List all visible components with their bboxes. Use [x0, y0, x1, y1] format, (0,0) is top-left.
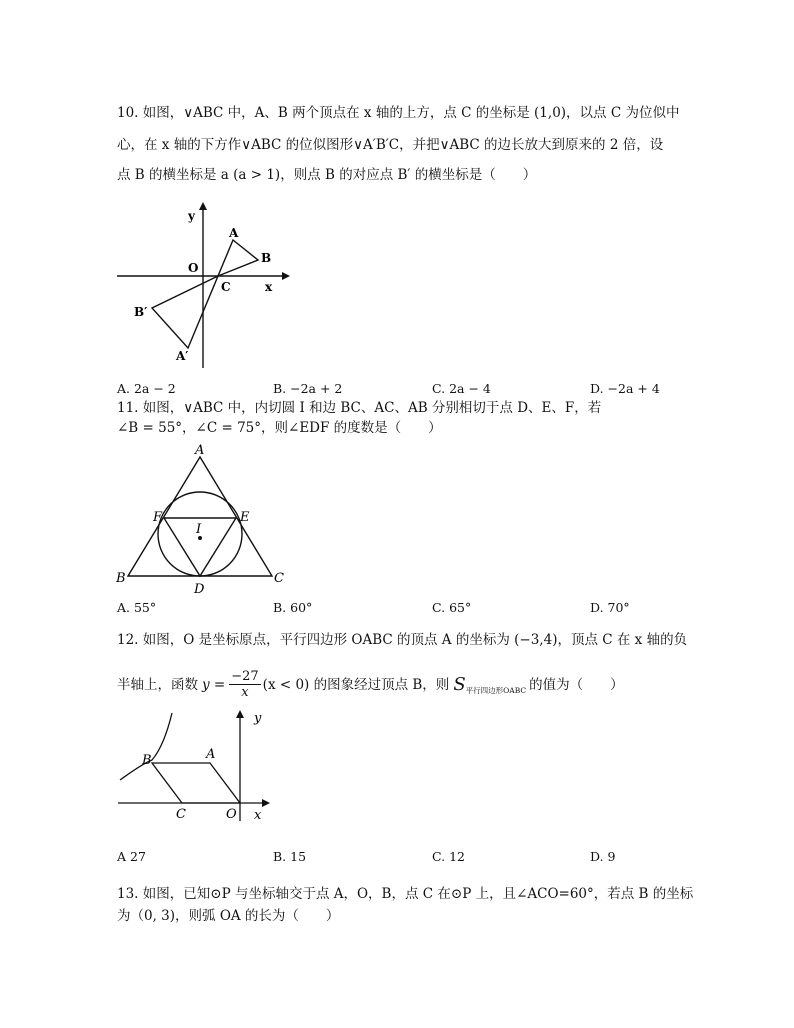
q12-hyperbola-curve — [120, 713, 172, 780]
q10-label-c: C — [221, 280, 231, 294]
q10-label-a: A — [229, 226, 239, 240]
q10-triangle-abc — [218, 240, 258, 276]
q11-option-b: B. 60° — [273, 600, 313, 615]
q10-option-b: B. −2a + 2 — [273, 381, 343, 396]
q10-label-y: y — [188, 209, 195, 223]
q12-option-a: A 27 — [117, 849, 146, 864]
q11-label-i: I — [196, 522, 202, 537]
q10-figure — [112, 198, 292, 373]
q10-line-2: 心，在 x 轴的下方作∨ABC 的位似图形∨A′B′C，并把∨ABC 的边长放大到原来的 2 倍，设 — [117, 137, 664, 153]
q11-option-d: D. 70° — [590, 600, 630, 615]
q12-fraction-denominator: x — [241, 685, 249, 700]
q10-line-1: 10. 如图，∨ABC 中，A、B 两个顶点在 x 轴的上方，点 C 的坐标是 (1,0)，以点 C 为位似中 — [117, 105, 680, 121]
q12-label-x: x — [254, 808, 262, 823]
q11-option-c: C. 65° — [432, 600, 472, 615]
q11-label-d: D — [194, 582, 205, 597]
q10-label-o: O — [188, 261, 199, 275]
q11-option-a: A. 55° — [117, 600, 157, 615]
q12-option-d: D. 9 — [590, 849, 616, 864]
q12-x-arrow-icon — [262, 799, 270, 807]
q11-label-b: B — [116, 571, 126, 586]
q13-line-2: 为（0, 3)，则弧 OA 的长为（ ） — [117, 908, 340, 924]
q10-option-c: C. 2a − 4 — [432, 381, 491, 396]
q10-line-3: 点 B 的横坐标是 a (a > 1)，则点 B 的对应点 B′ 的横坐标是（ ） — [117, 167, 537, 183]
q10-option-d: D. −2a + 4 — [590, 381, 660, 396]
q10-label-b: B — [261, 251, 272, 265]
q10-label-b-prime: B′ — [134, 305, 148, 319]
q12-y-arrow-icon — [236, 710, 244, 718]
q12-label-c: C — [176, 807, 186, 822]
q11-label-c: C — [274, 571, 284, 586]
q12-line-1: 12. 如图，O 是坐标原点，平行四边形 OABC 的顶点 A 的坐标为 (−3,4)，顶点 C 在 x 轴的负 — [117, 632, 688, 648]
q10-label-x: x — [265, 280, 273, 294]
q12-figure — [112, 708, 277, 826]
q12-label-b: B — [142, 753, 152, 768]
q12-label-y: y — [254, 711, 262, 726]
q13-line-1: 13. 如图，已知⊙P 与坐标轴交于点 A，O，B，点 C 在⊙P 上，且∠ACO=60°，若点 B 的坐标 — [117, 886, 694, 902]
q12-label-o: O — [226, 807, 237, 822]
q11-label-f: F — [153, 510, 163, 525]
q11-figure — [112, 440, 292, 598]
q11-triangle-abc — [128, 457, 272, 576]
q10-y-arrow-icon — [199, 202, 207, 210]
q12-label-a: A — [206, 747, 216, 762]
q12-func-y: y = — [202, 676, 226, 693]
q12-line-2-mid: (x < 0) 的图象经过顶点 B，则 — [262, 676, 450, 693]
q12-area-subscript: 平行四边形OABC — [465, 685, 527, 695]
q12-parallelogram-oabc — [152, 763, 240, 803]
q12-line-2 — [117, 669, 624, 700]
q12-line-2-start: 半轴上，函数 — [117, 676, 198, 693]
q12-fraction-numerator: −27 — [231, 669, 259, 684]
q10-triangle-a2b2c — [152, 276, 218, 348]
q11-line-1: 11. 如图，∨ABC 中，内切圆 I 和边 BC、AC、AB 分别相切于点 D、E、F，若 — [117, 400, 602, 416]
q10-label-a-prime: A′ — [176, 349, 189, 363]
q12-fraction — [229, 669, 260, 700]
q10-x-arrow-icon — [282, 272, 290, 280]
q11-label-a: A — [195, 443, 205, 458]
q12-area-symbol: S — [453, 673, 466, 695]
q10-option-a: A. 2a − 2 — [117, 381, 176, 396]
q12-line-2-end: 的值为（ ） — [529, 676, 624, 693]
q11-line-2: ∠B = 55°，∠C = 75°，则∠EDF 的度数是（ ） — [117, 420, 442, 436]
q11-label-e: E — [240, 510, 250, 525]
q12-option-b: B. 15 — [273, 849, 307, 864]
q12-option-c: C. 12 — [432, 849, 465, 864]
